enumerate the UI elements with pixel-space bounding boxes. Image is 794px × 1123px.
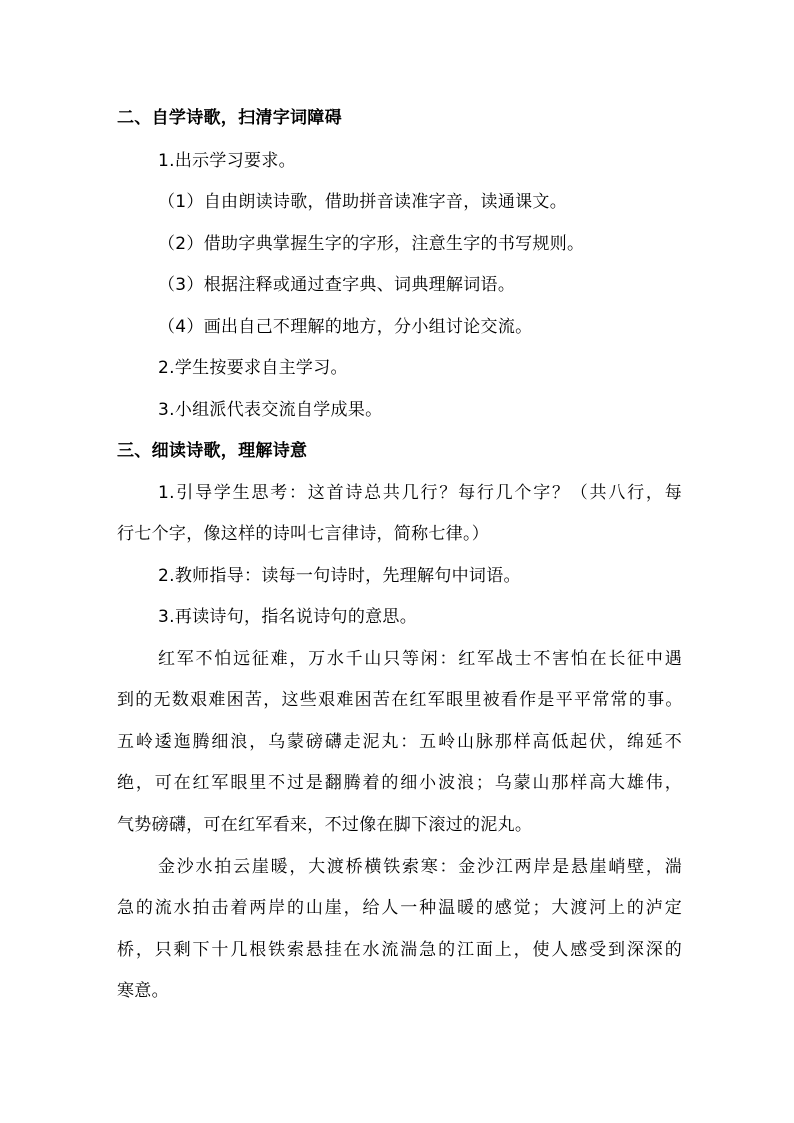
paragraph-3-line2: 急的流水拍击着两岸的山崖，给人一种温暖的感觉；大渡河上的泸定 bbox=[117, 898, 682, 918]
paragraph-2-line2: 绝，可在红军眼里不过是翻腾着的细小波浪；乌蒙山那样高大雄伟， bbox=[117, 773, 682, 793]
list-item-self-learning: 2.学生按要求自主学习。 bbox=[158, 358, 348, 378]
list-item-reread: 3.再读诗句，指名说诗句的意思。 bbox=[158, 607, 418, 627]
sub-item-1: （1）自由朗读诗歌，借助拼音读准字音，读通课文。 bbox=[158, 192, 568, 212]
section-heading-self-study: 二、自学诗歌，扫清字词障碍 bbox=[117, 108, 342, 128]
list-item-teacher-guide: 2.教师指导：读每一句诗时，先理解句中词语。 bbox=[158, 566, 521, 586]
paragraph-3-line3: 桥，只剩下十几根铁索悬挂在水流湍急的江面上，使人感受到深深的 bbox=[117, 940, 682, 960]
paragraph-2-line1: 五岭逶迤腾细浪，乌蒙磅礴走泥丸：五岭山脉那样高低起伏，绵延不 bbox=[117, 732, 682, 752]
sub-item-4: （4）画出自己不理解的地方，分小组讨论交流。 bbox=[158, 317, 533, 337]
sub-item-3: （3）根据注释或通过查字典、词典理解词语。 bbox=[158, 275, 516, 295]
paragraph-1-line1: 红军不怕远征难，万水千山只等闲：红军战士不害怕在长征中遇 bbox=[158, 649, 682, 669]
list-item-think-line2: 行七个字，像这样的诗叫七言律诗，简称七律。） bbox=[117, 524, 490, 544]
paragraph-3-line4: 寒意。 bbox=[117, 981, 169, 1001]
paragraph-1-line2: 到的无数艰难困苦，这些艰难困苦在红军眼里被看作是平平常常的事。 bbox=[117, 690, 682, 710]
sub-item-2: （2）借助字典掌握生字的字形，注意生字的书写规则。 bbox=[158, 234, 585, 254]
list-item-requirements: 1.出示学习要求。 bbox=[158, 151, 296, 171]
list-item-group-report: 3.小组派代表交流自学成果。 bbox=[158, 400, 383, 420]
section-heading-close-reading: 三、细读诗歌，理解诗意 bbox=[117, 441, 308, 461]
paragraph-3-line1: 金沙水拍云崖暖，大渡桥横铁索寒：金沙江两岸是悬崖峭壁，湍 bbox=[158, 857, 682, 877]
list-item-think-line1: 1.引导学生思考：这首诗总共几行？每行几个字？（共八行，每 bbox=[158, 483, 682, 503]
paragraph-2-line3: 气势磅礴，可在红军看来，不过像在脚下滚过的泥丸。 bbox=[117, 815, 533, 835]
